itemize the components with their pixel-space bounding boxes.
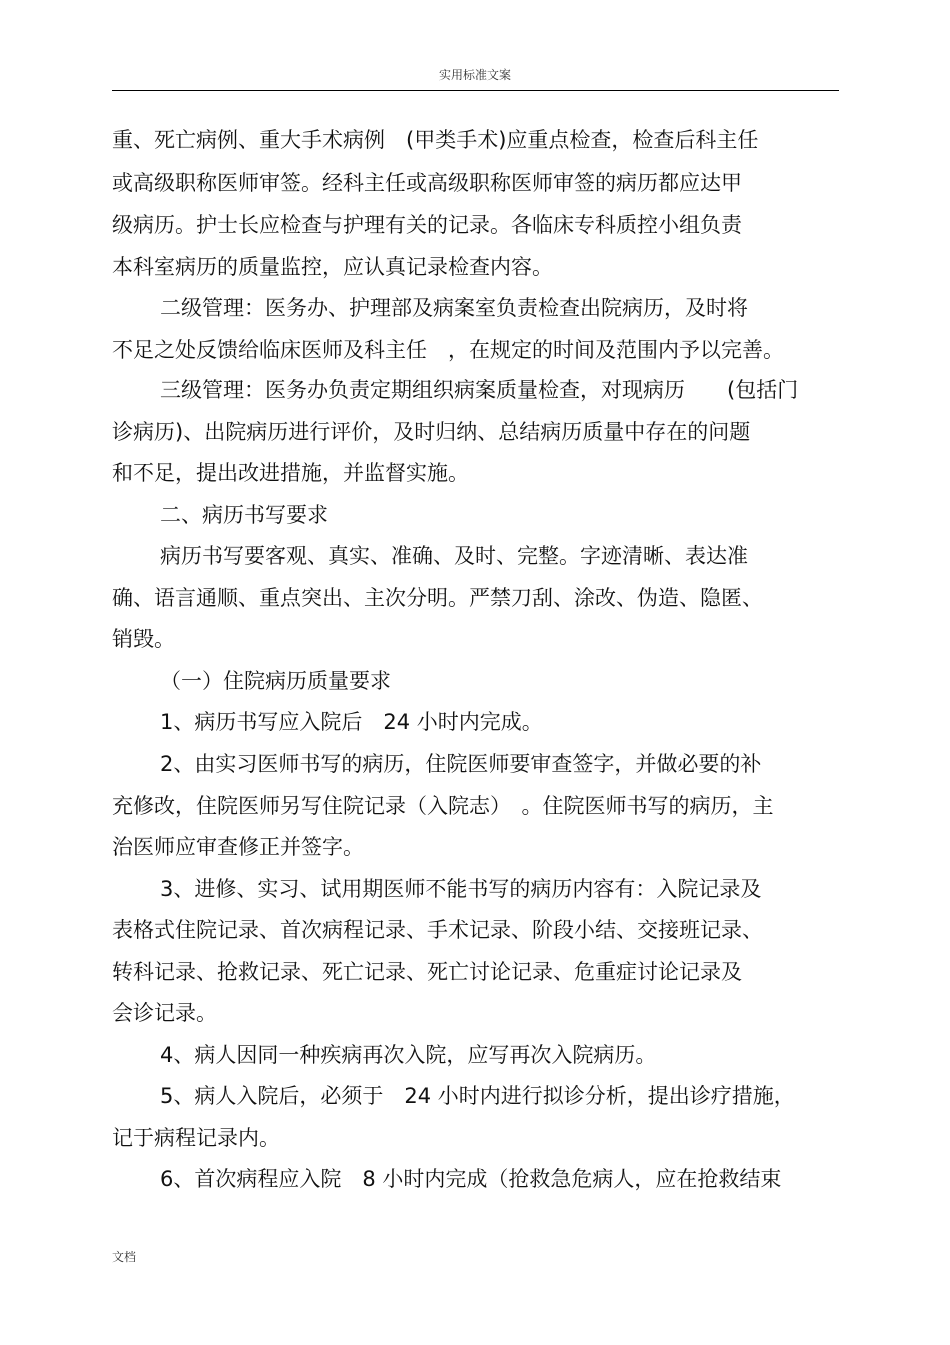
text-line: 4、病人因同一种疾病再次入院，应写再次入院病历。 <box>160 1043 657 1067</box>
text-line: 三级管理：医务办负责定期组织病案质量检查，对现病历 (包括门 <box>160 378 799 402</box>
text-line: 6、首次病程应入院 8 小时内完成（抢救急危病人，应在抢救结束 <box>160 1167 782 1191</box>
page-header: 实用标准文案 <box>438 68 511 82</box>
text-line: 病历书写要客观、真实、准确、及时、完整。字迹清晰、表达准 <box>160 544 748 568</box>
page-footer: 文档 <box>112 1250 137 1264</box>
text-line: 本科室病历的质量监控，应认真记录检查内容。 <box>112 255 553 279</box>
section-heading: 二、病历书写要求 <box>160 503 328 527</box>
text-line: 会诊记录。 <box>112 1001 217 1025</box>
text-line: 治医师应审查修正并签字。 <box>112 835 364 859</box>
text-line: 记于病程记录内。 <box>112 1126 280 1150</box>
text-line: 二级管理：医务办、护理部及病案室负责检查出院病历，及时将 <box>160 296 748 320</box>
text-line: 转科记录、抢救记录、死亡记录、死亡讨论记录、危重症讨论记录及 <box>112 960 742 984</box>
text-line: 3、进修、实习、试用期医师不能书写的病历内容有：入院记录及 <box>160 877 762 901</box>
text-line: 充修改，住院医师另写住院记录（入院志） 。住院医师书写的病历，主 <box>112 794 774 818</box>
text-line: 确、语言通顺、重点突出、主次分明。严禁刀刮、涂改、伪造、隐匿、 <box>112 586 763 610</box>
text-line: 级病历。护士长应检查与护理有关的记录。各临床专科质控小组负责 <box>112 213 742 237</box>
header-rule <box>112 90 839 91</box>
text-line: 2、由实习医师书写的病历，住院医师要审查签字，并做必要的补 <box>160 752 762 776</box>
text-line: 5、病人入院后，必须于 24 小时内进行拟诊分析，提出诊疗措施， <box>160 1084 795 1108</box>
subsection-heading: （一）住院病历质量要求 <box>160 669 391 693</box>
text-line: 表格式住院记录、首次病程记录、手术记录、阶段小结、交接班记录、 <box>112 918 763 942</box>
text-line: 销毁。 <box>112 627 175 651</box>
text-line: 不足之处反馈给临床医师及科主任 ，在规定的时间及范围内予以完善。 <box>112 338 784 362</box>
text-line: 重、死亡病例、重大手术病例 (甲类手术)应重点检查，检查后科主任 <box>112 128 759 152</box>
text-line: 或高级职称医师审签。经科主任或高级职称医师审签的病历都应达甲 <box>112 171 742 195</box>
text-line: 诊病历)、出院病历进行评价，及时归纳、总结病历质量中存在的问题 <box>112 420 751 444</box>
text-line: 和不足，提出改进措施，并监督实施。 <box>112 461 469 485</box>
text-line: 1、病历书写应入院后 24 小时内完成。 <box>160 710 543 734</box>
